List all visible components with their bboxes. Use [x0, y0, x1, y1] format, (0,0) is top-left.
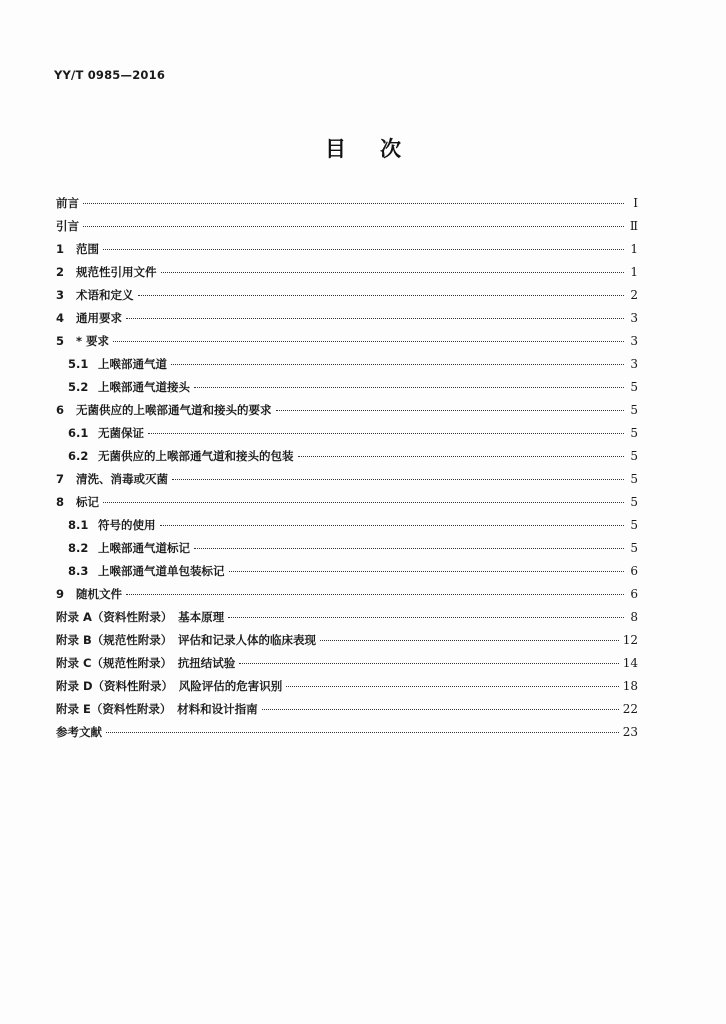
toc-entry[interactable]: [56, 422, 638, 445]
toc-entry-number: 4: [56, 311, 65, 325]
dot-leader: [262, 709, 619, 710]
toc-entry-label: 上喉部通气道: [98, 357, 167, 371]
toc-entry[interactable]: [56, 307, 638, 330]
toc-entry-label: 参考文献: [56, 725, 102, 739]
toc-entry[interactable]: [56, 215, 638, 238]
dot-leader: [171, 364, 624, 365]
toc-entry-label: 术语和定义: [76, 288, 134, 302]
toc-entry-page-number: 5: [630, 449, 638, 463]
toc-entry-number: 6.1: [68, 426, 89, 440]
toc-entry-label: 前言: [56, 196, 79, 210]
toc-entry-page-number: 18: [622, 679, 638, 693]
toc-entry-label: 通用要求: [76, 311, 122, 325]
toc-entry-page-number: 3: [630, 357, 638, 371]
toc-entry-label: 附录 A（资料性附录） 基本原理: [56, 610, 225, 624]
dot-leader: [103, 502, 624, 503]
dot-leader: [172, 479, 624, 480]
toc-entry[interactable]: [56, 445, 638, 468]
toc-entry-label: 引言: [56, 219, 79, 233]
toc-entry-number: 8.3: [68, 564, 89, 578]
toc-entry-page-number: 12: [622, 633, 638, 647]
dot-leader: [113, 341, 624, 342]
toc-entry-label: 附录 C（规范性附录） 抗扭结试验: [56, 656, 236, 670]
dot-leader: [83, 226, 624, 227]
table-of-contents: [56, 192, 638, 744]
dot-leader: [239, 663, 619, 664]
toc-entry-label: 上喉部通气道单包装标记: [98, 564, 225, 578]
toc-entry[interactable]: [56, 491, 638, 514]
toc-entry-page-number: 5: [630, 403, 638, 417]
dot-leader: [194, 548, 624, 549]
toc-entry-number: 3: [56, 288, 65, 302]
toc-entry-label: * 要求: [76, 334, 110, 348]
toc-entry[interactable]: [56, 330, 638, 353]
toc-entry[interactable]: [56, 468, 638, 491]
toc-entry[interactable]: [56, 698, 638, 721]
toc-entry-number: 9: [56, 587, 65, 601]
toc-entry[interactable]: [56, 652, 638, 675]
toc-entry[interactable]: [56, 537, 638, 560]
toc-entry-number: 5.2: [68, 380, 89, 394]
toc-entry-number: 8.2: [68, 541, 89, 555]
dot-leader: [161, 272, 625, 273]
toc-entry-page-number: 5: [630, 541, 638, 555]
toc-entry[interactable]: [56, 192, 638, 215]
dot-leader: [126, 318, 624, 319]
toc-entry-label: 上喉部通气道接头: [98, 380, 190, 394]
toc-entry-page-number: 3: [630, 311, 638, 325]
toc-entry[interactable]: [56, 629, 638, 652]
toc-entry-page-number: 23: [622, 725, 638, 739]
dot-leader: [148, 433, 624, 434]
dot-leader: [126, 594, 624, 595]
toc-entry[interactable]: [56, 353, 638, 376]
toc-entry-page-number: 1: [630, 242, 638, 256]
toc-entry-number: 1: [56, 242, 65, 256]
dot-leader: [194, 387, 624, 388]
toc-entry-label: 附录 B（规范性附录） 评估和记录人体的临床表现: [56, 633, 317, 647]
toc-entry-label: 规范性引用文件: [76, 265, 157, 279]
toc-entry-label: 范围: [76, 242, 99, 256]
toc-entry-number: 8: [56, 495, 65, 509]
toc-entry-page-number: Ⅰ: [633, 196, 638, 210]
dot-leader: [276, 410, 625, 411]
toc-entry-page-number: 5: [630, 380, 638, 394]
page-title: 目次: [325, 137, 435, 161]
toc-entry[interactable]: [56, 284, 638, 307]
dot-leader: [228, 617, 624, 618]
toc-entry-label: 附录 D（资料性附录） 风险评估的危害识别: [56, 679, 283, 693]
toc-entry-page-number: 2: [630, 288, 638, 302]
toc-entry-number: 5: [56, 334, 65, 348]
toc-entry-number: 2: [56, 265, 65, 279]
toc-entry[interactable]: [56, 583, 638, 606]
toc-entry-page-number: 1: [630, 265, 638, 279]
toc-entry[interactable]: [56, 238, 638, 261]
dot-leader: [106, 732, 619, 733]
dot-leader: [138, 295, 625, 296]
dot-leader: [298, 456, 625, 457]
toc-entry-label: 无菌保证: [98, 426, 144, 440]
toc-entry[interactable]: [56, 261, 638, 284]
toc-entry-label: 无菌供应的上喉部通气道和接头的要求: [76, 403, 272, 417]
toc-entry[interactable]: [56, 399, 638, 422]
toc-entry-page-number: 5: [630, 495, 638, 509]
toc-entry-number: 8.1: [68, 518, 89, 532]
toc-entry-number: 6.2: [68, 449, 89, 463]
toc-entry[interactable]: [56, 514, 638, 537]
toc-entry-page-number: 6: [630, 587, 638, 601]
dot-leader: [160, 525, 625, 526]
toc-entry-page-number: 22: [622, 702, 638, 716]
dot-leader: [229, 571, 625, 572]
toc-entry[interactable]: [56, 560, 638, 583]
toc-entry-label: 无菌供应的上喉部通气道和接头的包装: [98, 449, 294, 463]
toc-entry-label: 上喉部通气道标记: [98, 541, 190, 555]
toc-entry-number: 6: [56, 403, 65, 417]
toc-entry-page-number: 3: [630, 334, 638, 348]
toc-entry-page-number: 6: [630, 564, 638, 578]
toc-entry-page-number: 5: [630, 472, 638, 486]
toc-entry[interactable]: [56, 675, 638, 698]
toc-entry-page-number: 8: [630, 610, 638, 624]
toc-entry-label: 标记: [76, 495, 99, 509]
toc-entry-label: 随机文件: [76, 587, 122, 601]
toc-entry[interactable]: [56, 376, 638, 399]
toc-entry-page-number: Ⅱ: [629, 219, 638, 233]
toc-entry-page-number: 5: [630, 426, 638, 440]
toc-entry[interactable]: [56, 721, 638, 744]
dot-leader: [103, 249, 624, 250]
dot-leader: [286, 686, 618, 687]
toc-entry-number: 7: [56, 472, 65, 486]
standard-code: YY/T 0985—2016: [54, 68, 166, 82]
toc-entry-label: 符号的使用: [98, 518, 156, 532]
dot-leader: [320, 640, 619, 641]
toc-entry-label: 清洗、消毒或灭菌: [76, 472, 168, 486]
toc-entry-label: 附录 E（资料性附录） 材料和设计指南: [56, 702, 258, 716]
toc-entry-page-number: 14: [622, 656, 638, 670]
toc-entry[interactable]: [56, 606, 638, 629]
toc-entry-number: 5.1: [68, 357, 89, 371]
toc-entry-page-number: 5: [630, 518, 638, 532]
dot-leader: [83, 203, 624, 204]
